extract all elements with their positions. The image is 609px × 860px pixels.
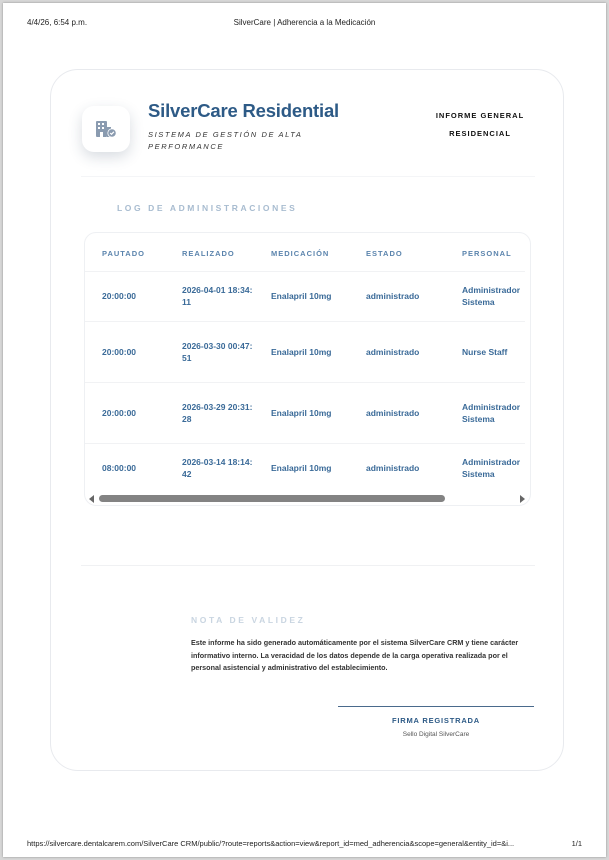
print-title: SilverCare | Adherencia a la Medicación: [233, 18, 376, 27]
cell-scheduled: 20:00:00: [85, 271, 165, 321]
signature-label: FIRMA REGISTRADA: [392, 716, 480, 725]
cell-status: administrado: [349, 382, 445, 443]
cell-done: 2026-04-01 18:34:11: [165, 271, 254, 321]
cell-done: 2026-03-14 18:14:42: [165, 443, 254, 493]
cell-medication: Enalapril 10mg: [254, 443, 349, 493]
note-title: NOTA DE VALIDEZ: [191, 615, 306, 625]
column-header-scheduled: PAUTADO: [102, 249, 145, 259]
scroll-right-arrow-icon[interactable]: [520, 495, 525, 503]
print-page-number: 1/1: [571, 839, 582, 848]
column-header-done: REALIZADO: [182, 249, 235, 259]
signature-line: [338, 706, 534, 707]
cell-staff: Administrador Sistema: [445, 443, 525, 493]
table-row: [85, 443, 525, 493]
print-header: [27, 18, 582, 27]
cell-staff: Administrador Sistema: [445, 271, 525, 321]
table-row: [85, 382, 525, 443]
log-section-title: LOG DE ADMINISTRACIONES: [117, 203, 298, 213]
scrollbar-thumb[interactable]: [99, 495, 445, 502]
log-table-container: [84, 232, 531, 506]
cell-staff: Administrador Sistema: [445, 382, 525, 443]
log-table: [85, 233, 525, 493]
column-header-status: ESTADO: [366, 249, 403, 259]
building-check-icon: [94, 118, 118, 140]
cell-staff: Nurse Staff: [445, 321, 525, 382]
print-page: [3, 3, 606, 857]
logo-box: [82, 106, 130, 152]
cell-medication: Enalapril 10mg: [254, 271, 349, 321]
horizontal-scrollbar[interactable]: [85, 493, 530, 505]
cell-scheduled: 20:00:00: [85, 321, 165, 382]
cell-done: 2026-03-29 20:31:28: [165, 382, 254, 443]
cell-status: administrado: [349, 443, 445, 493]
print-url: https://silvercare.dentalcarem.com/SilverCare CRM/public/?route=reports&action=view&report_id=med_adherencia&scope=general&entity_id=&i...: [27, 839, 515, 848]
print-footer: [27, 839, 582, 848]
cell-status: administrado: [349, 321, 445, 382]
note-text: Este informe ha sido generado automáticamente por el sistema SilverCare CRM y tiene carácter informativo interno. La veracidad de los datos depende de la carga operativa realizada por el personal asistencial y administrativo del establecimiento.: [191, 638, 519, 672]
signature-sub: Sello Digital SilverCare: [402, 731, 470, 738]
cell-medication: Enalapril 10mg: [254, 382, 349, 443]
table-header-row: [85, 233, 525, 271]
table-row: [85, 271, 525, 321]
table-row: [85, 321, 525, 382]
section-divider: [81, 565, 535, 566]
cell-scheduled: 20:00:00: [85, 382, 165, 443]
cell-done: 2026-03-30 00:47:51: [165, 321, 254, 382]
cell-scheduled: 08:00:00: [85, 443, 165, 493]
print-datetime: 4/4/26, 6:54 p.m.: [27, 18, 88, 27]
brand-tagline: SISTEMA DE GESTIÓN DE ALTA PERFORMANCE: [148, 130, 303, 151]
report-card: [50, 69, 564, 771]
cell-status: administrado: [349, 271, 445, 321]
brand-name: SilverCare Residential: [148, 100, 339, 121]
cell-medication: Enalapril 10mg: [254, 321, 349, 382]
column-header-medication: MEDICACIÓN: [271, 249, 330, 259]
column-header-staff: PERSONAL: [462, 249, 512, 259]
header-divider: [81, 176, 535, 177]
report-type: INFORME GENERAL RESIDENCIAL: [435, 111, 525, 138]
scroll-left-arrow-icon[interactable]: [89, 495, 94, 503]
